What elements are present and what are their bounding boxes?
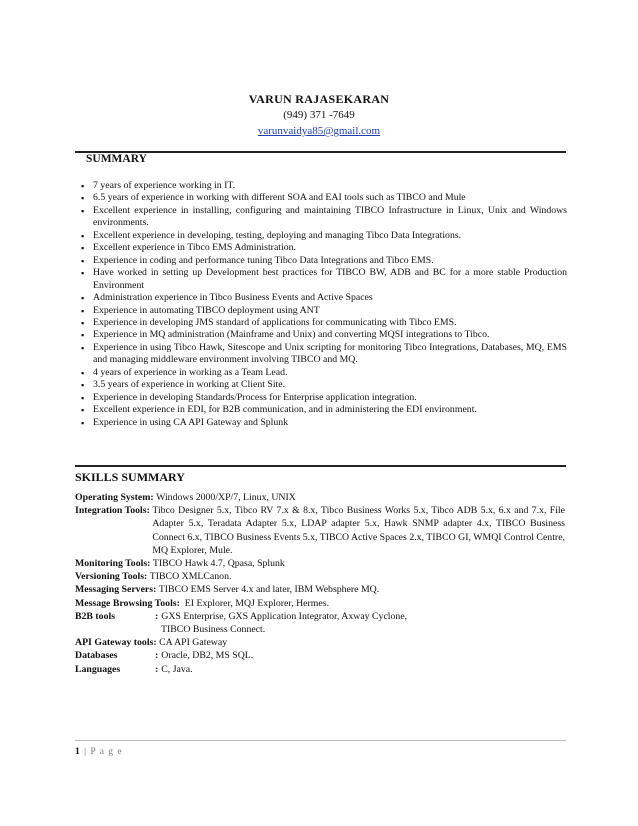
summary-item: ▪ Excellent experience in EDI, for B2B communication, and in administering the EDI environment. [77,404,567,416]
skill-value: TIBCO EMS Server 4.x and later, IBM Websphere MQ. [158,584,380,596]
skill-label: API Gateway tools: [75,637,157,649]
candidate-name: VARUN RAJASEKARAN [248,92,390,106]
skill-row-b2b [75,610,565,623]
summary-divider [75,151,566,153]
skill-row-browsing [75,597,565,610]
summary-item: ▪ Excellent experience in Tibco EMS Administration. [77,242,567,254]
skill-value: TIBCO XMLCanon. [149,571,232,583]
skill-value: Oracle, DB2, MS SQL. [161,650,254,662]
skills-title: SKILLS SUMMARY [75,470,185,484]
skills-divider [75,465,566,467]
skill-label: Languages [75,663,121,675]
summary-item: ▪ Excellent experience in developing, testing, deploying and managing Tibco Data Integrations. [77,230,567,242]
skill-value: TIBCO Hawk 4.7, Qpasa, Splunk [152,558,285,570]
summary-item: ▪ Experience in automating TIBCO deployment using ANT [77,305,567,317]
summary-item: ▪ 4 years of experience in working as a Team Lead. [77,367,567,379]
page-number: 1 [75,747,81,757]
skill-row-os [75,491,565,504]
summary-item: ▪ Experience in coding and performance tuning Tibco Data Integrations and Tibco EMS. [77,255,567,267]
skill-label: Operating System: [75,492,154,503]
skill-value: C, Java. [161,663,193,675]
summary-title: SUMMARY [86,153,147,165]
skill-label: Databases [75,650,118,662]
resume-header [0,91,638,139]
skill-row-databases [75,649,565,662]
skill-row-versioning [75,570,565,583]
colon: : [155,650,159,662]
skill-label: Message Browsing Tools: [75,597,180,609]
phone-number: (949) 371 -7649 [283,109,355,121]
summary-item: ▪ 6.5 years of experience in working with different SOA and EAI tools such as TIBCO and Mule [77,192,567,204]
skill-row-api [75,636,565,649]
skill-row-b2b-cont [75,623,565,636]
skill-row-monitoring [75,557,565,570]
page-footer [75,747,123,757]
skill-value: CA API Gateway [159,637,228,649]
skill-label: Integration Tools: [75,505,150,517]
summary-item: ▪ Experience in using CA API Gateway and Splunk [77,417,567,429]
summary-item: ▪ Administration experience in Tibco Business Events and Active Spaces [77,292,567,304]
skill-row-integration [75,504,565,557]
skill-label: Versioning Tools: [75,571,148,583]
skill-row-messaging [75,583,565,596]
skill-value: Windows 2000/XP/7, Linux, UNIX [156,492,296,503]
skill-label: Monitoring Tools: [75,558,151,570]
summary-item: ▪ Excellent experience in installing, configuring and maintaining TIBCO Infrastructure in Linux, Unix and Windows environments. [77,205,567,230]
footer-divider [75,740,566,741]
colon: : [155,663,159,675]
summary-item: ▪ 7 years of experience working in IT. [77,180,567,192]
skill-value: TIBCO Business Connect. [161,624,266,636]
colon: : [155,610,159,622]
summary-item: ▪ Experience in MQ administration (Mainframe and Unix) and converting MQSI integrations to Tibco. [77,329,567,341]
skill-value: EI Explorer, MQJ Explorer, Hermes. [184,597,330,609]
skill-label: Messaging Servers: [75,584,157,596]
summary-item: ▪ Experience in developing JMS standard of applications for communicating with Tibco EMS. [77,317,567,329]
page-label: | P a g e [84,747,123,757]
summary-item: ▪ 3.5 years of experience in working at Client Site. [77,379,567,391]
skills-section [75,491,565,676]
skill-label: B2B tools [75,610,116,622]
summary-item: ▪ Have worked in setting up Development best practices for TIBCO BW, ADB and BC for a more stable Production Environment [77,267,567,292]
skill-value: Tibco Designer 5.x, Tibco RV 7.x & 8.x, Tibco Business Works 5.x, Tibco ADB 5.x, 6.x and 7.x, File Adapter 5.x, Teradata Adapter 5.x, LDAP adapter 5.x, Hawk SNMP adapter 4.x, TIBCO Business Connect 6.x, TIBCO Business Events 5.x, TIBCO Active Spaces 2.x, TIBCO GI, WMQI Control Centre, MQ Explorer, Mule. [152,505,565,556]
summary-item: ▪ Experience in using Tibco Hawk, Sitescope and Unix scripting for monitoring Tibco Integrations, Databases, MQ, EMS and managing middleware environment involving TIBCO and MQ. [77,342,567,367]
summary-item: ▪ Experience in developing Standards/Process for Enterprise application integration. [77,392,567,404]
skill-row-languages [75,663,565,676]
email-link[interactable]: varunvaidya85@gmail.com [257,125,381,137]
summary-list [77,180,567,429]
skill-value: GXS Enterprise, GXS Application Integrator, Axway Cyclone, [161,610,408,622]
